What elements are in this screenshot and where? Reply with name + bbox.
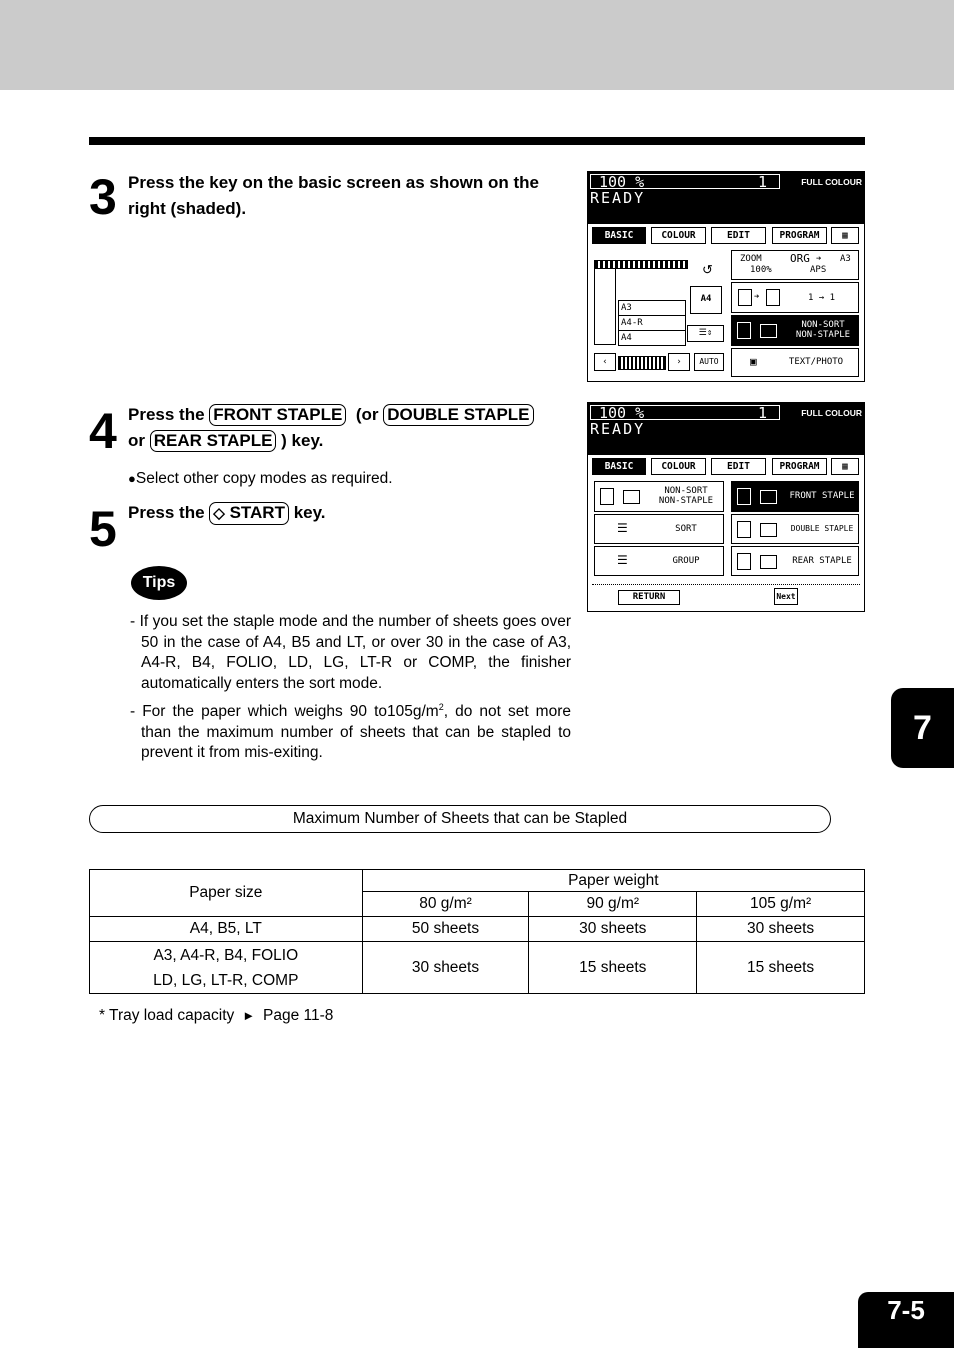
row-2-90: 15 sheets: [529, 942, 697, 994]
copy-doc-icon: [766, 289, 780, 306]
step-3-text: Press the key on the basic screen as shown on the right (shaded).: [128, 173, 539, 218]
arrow-icon: ➔: [754, 292, 760, 302]
footnote-prefix: * Tray load capacity: [99, 1007, 235, 1024]
rotate-icon: ↺: [702, 262, 713, 277]
zoom-display: 100 % 1: [590, 174, 780, 189]
zoom-display-2: 100 % 1: [590, 405, 780, 420]
calendar-icon: ▦: [842, 230, 848, 241]
list-button[interactable]: [687, 325, 724, 342]
finisher-mode-button[interactable]: NON-SORT NON-STAPLE: [731, 315, 859, 346]
front-staple-button[interactable]: FRONT STAPLE: [731, 481, 859, 512]
pointer-arrow-icon: ►: [238, 1008, 259, 1023]
step-5-press: Press the: [128, 503, 205, 522]
output-icon: [760, 555, 777, 569]
footnote-ref: Page 11-8: [262, 1007, 334, 1024]
tab-calendar[interactable]: [831, 227, 859, 244]
tab-calendar-2[interactable]: [831, 458, 859, 475]
tab-edit[interactable]: EDIT: [711, 227, 766, 244]
page-number: 7-5: [858, 1292, 954, 1348]
table-row: [90, 942, 865, 994]
step-3-number: 3: [89, 169, 115, 225]
output-icon: [623, 490, 640, 504]
chapter-tab: 7: [891, 688, 954, 768]
tab-program[interactable]: PROGRAM: [772, 227, 827, 244]
auto-density-button[interactable]: AUTO: [694, 353, 724, 371]
sort-icon: ☰: [617, 521, 628, 535]
finisher-unit: [594, 268, 616, 345]
density-down-button[interactable]: [594, 353, 616, 371]
step-4-or2: or: [128, 431, 145, 450]
tips-list: [130, 612, 571, 764]
output-icon: [760, 490, 777, 504]
row-2-80: 30 sheets: [362, 942, 529, 994]
rear-staple-key: REAR STAPLE: [150, 430, 277, 452]
screen-divider: [592, 584, 860, 585]
ready-status-2: READY: [590, 420, 646, 438]
step-4-bullet: ●Select other copy modes as required.: [128, 470, 393, 487]
tab-edit-2[interactable]: EDIT: [711, 458, 766, 475]
colour-mode: FULL COLOUR: [801, 177, 862, 187]
step-4-number: 4: [89, 403, 115, 459]
colour-mode-2: FULL COLOUR: [801, 408, 862, 418]
front-staple-icon: [737, 488, 751, 505]
sheet-icon: [737, 322, 751, 339]
calendar-icon: ▦: [842, 461, 848, 472]
bullet-icon: ●: [128, 471, 136, 486]
tab-basic[interactable]: BASIC: [592, 227, 646, 244]
double-staple-button[interactable]: DOUBLE STAPLE: [731, 514, 859, 544]
header-paper-size: Paper size: [90, 870, 363, 917]
ready-status: READY: [590, 189, 646, 207]
step-5-text: [128, 500, 568, 526]
header-bar: [0, 0, 954, 90]
density-up-button[interactable]: [668, 353, 690, 371]
front-staple-key: FRONT STAPLE: [209, 404, 346, 426]
sheet-icon: [600, 488, 614, 505]
output-icon: [760, 523, 777, 537]
start-diamond-icon: ◇: [213, 505, 225, 522]
table-caption: Maximum Number of Sheets that can be Stapled: [89, 805, 831, 833]
group-icon: ☰: [617, 553, 628, 567]
header-weight-90: 90 g/m²: [529, 892, 697, 917]
step-4-text: [128, 402, 588, 454]
tab-colour[interactable]: COLOUR: [651, 227, 706, 244]
rear-staple-button[interactable]: REAR STAPLE: [731, 546, 859, 576]
tab-program-2[interactable]: PROGRAM: [772, 458, 827, 475]
tips-badge: Tips: [131, 566, 187, 600]
row-2-105: 15 sheets: [697, 942, 865, 994]
row-1-80: 50 sheets: [362, 917, 529, 942]
tray-1[interactable]: A3: [619, 301, 685, 316]
footnote: [99, 1006, 333, 1027]
chevron-right-icon: ›: [676, 357, 682, 367]
photo-icon: ▣: [750, 355, 757, 368]
step-4-suffix: ) key.: [281, 431, 324, 450]
start-key: ◇ START: [209, 502, 289, 525]
tip-item-1: - If you set the staple mode and the number of sheets goes over 50 in the case of A4, B5 and LT, or over 30 in the case of A3, A4-R, B4, FOLIO, LD, LG, LT-R or COMP, the finisher automatically enters the sort mode.: [130, 613, 571, 692]
tray-3[interactable]: A4: [621, 333, 632, 343]
zoom-org-button[interactable]: ZOOM 100% ORG ➔ A3 APS: [731, 250, 859, 280]
status-area-2: [588, 403, 864, 455]
staple-capacity-table: [89, 869, 865, 994]
staple-screen-panel: [587, 402, 865, 612]
text-photo-button[interactable]: ▣ TEXT/PHOTO: [731, 348, 859, 377]
step-5-suffix: key.: [293, 503, 326, 522]
rear-staple-icon: [737, 553, 751, 570]
bypass-tray[interactable]: A4: [690, 286, 722, 314]
step-5-number: 5: [89, 501, 115, 557]
next-button[interactable]: Next: [774, 588, 798, 605]
section-rule: [89, 137, 865, 145]
list-icon: ☰⇕: [698, 328, 713, 338]
chevron-left-icon: ‹: [602, 357, 608, 367]
header-paper-weight: Paper weight: [362, 870, 864, 892]
sort-button[interactable]: ☰ SORT: [594, 514, 724, 544]
tab-basic-2[interactable]: BASIC: [592, 458, 646, 475]
return-button[interactable]: RETURN: [618, 590, 680, 605]
tray-stack: [618, 300, 686, 346]
step-4-or: (or: [355, 405, 379, 424]
basic-screen-panel: [587, 171, 865, 382]
status-area: [588, 172, 864, 224]
tray-2[interactable]: A4-R: [619, 316, 685, 331]
step-4-press: Press the: [128, 405, 205, 424]
row-1-105: 30 sheets: [697, 917, 865, 942]
output-icon: [760, 324, 777, 338]
group-button[interactable]: ☰ GROUP: [594, 546, 724, 576]
header-weight-105: 105 g/m²: [697, 892, 865, 917]
row-2-size: A3, A4-R, B4, FOLIO LD, LG, LT-R, COMP: [90, 942, 363, 994]
density-scale: [618, 356, 666, 370]
non-sort-button[interactable]: NON-SORT NON-STAPLE: [594, 481, 724, 512]
simplex-doc-icon: [738, 289, 752, 306]
tip-item-2: - For the paper which weighs 90 $to105g/m^2$, do not set more than the maximum number of sheets that can be stapled to prevent it from mis-exiting.: [130, 702, 572, 762]
tab-colour-2[interactable]: COLOUR: [651, 458, 706, 475]
double-staple-icon: [737, 521, 751, 538]
table-row: [90, 917, 865, 942]
row-1-90: 30 sheets: [529, 917, 697, 942]
double-staple-key: DOUBLE STAPLE: [383, 404, 533, 426]
duplex-button[interactable]: ➔ 1 → 1: [731, 282, 859, 313]
row-1-size: A4, B5, LT: [90, 917, 363, 942]
header-weight-80: 80 g/m²: [362, 892, 529, 917]
